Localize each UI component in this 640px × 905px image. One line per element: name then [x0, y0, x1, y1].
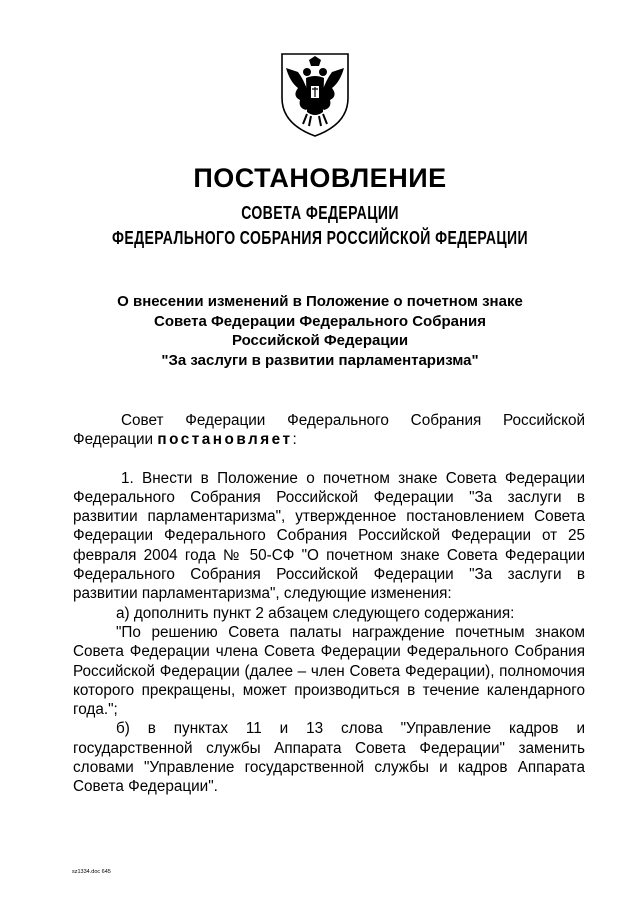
file-code: sz1334.doc 645 — [72, 869, 111, 875]
intro-paragraph — [73, 411, 585, 450]
amendment-quote: "По решению Совета палаты награждение почетным знаком Совета Федерации члена Совета Федерации Федерального Собрания Российской Федерации (далее – член Совета Федерации), полномочия которого прекращены, может производиться в течение календарного года."; — [73, 623, 585, 719]
paragraph-1: 1. Внести в Положение о почетном знаке Совета Федерации Федерального Собрания Российской Федерации "За заслуги в развитии парламентаризма", утвержденное постановлением Совета Федерации Федерального Собрания Российской Федерации от 25 февраля 2004 года № 50-СФ "О почетном знаке Совета Федерации Федерального Собрания Российской Федерации "За заслуги в развитии парламентаризма", следующие изменения: — [73, 469, 585, 603]
resolution-body — [73, 411, 585, 797]
intro-text: Совет Федерации Федерального Собрания Российской Федерации — [73, 412, 585, 449]
item-a: а) дополнить пункт 2 абзацем следующего содержания: — [116, 604, 515, 622]
decree-verb: постановляет — [157, 431, 293, 449]
issuer-line-1: СОВЕТА ФЕДЕРАЦИИ — [241, 203, 399, 223]
issuer-line-2: ФЕДЕРАЛЬНОГО СОБРАНИЯ РОССИЙСКОЙ ФЕДЕРАЦИИ — [111, 228, 529, 248]
document-title: ПОСТАНОВЛЕНИЕ — [193, 163, 447, 193]
item-b: б) в пунктах 11 и 13 слова "Управление кадров и государственной службы Аппарата Совета Федерации" заменить словами "Управление государственной службы и кадров Аппарата Совета Федерации". — [73, 720, 585, 796]
heading-line: Совета Федерации Федерального Собрания — [153, 312, 487, 330]
resolution-heading — [100, 292, 540, 370]
intro-end: : — [292, 431, 297, 449]
heading-line: "За заслуги в развитии парламентаризма" — [161, 351, 479, 369]
heading-line: Российской Федерации — [231, 332, 409, 349]
heading-line: О внесении изменений в Положение о почетном знаке — [117, 293, 523, 310]
coat-of-arms-emblem — [276, 50, 354, 140]
